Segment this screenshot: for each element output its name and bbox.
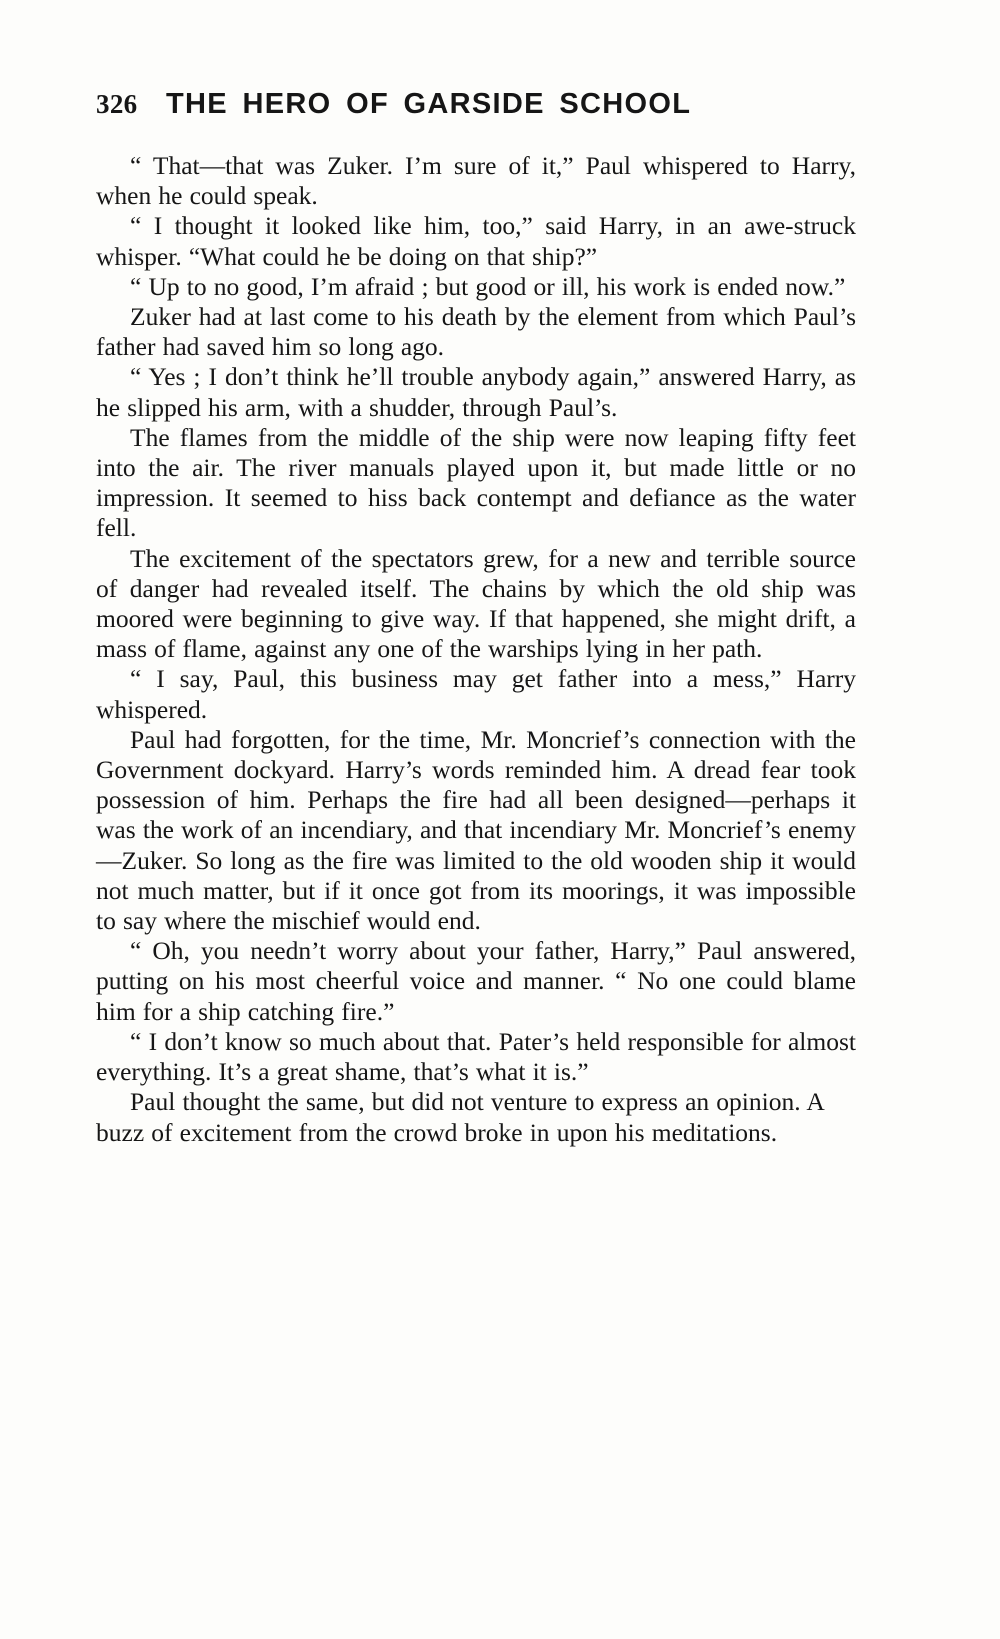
paragraph: “ That—that was Zuker. I’m sure of it,” Paul whispered to Harry, when he could speak. — [96, 151, 856, 211]
paragraph: The excitement of the spectators grew, for a new and terrible source of danger had revealed itself. The chains by which the old ship was moored were beginning to give way. If that happened, she might drift, a mass of flame, against any one of the warships lying in her path. — [96, 543, 856, 664]
paragraph: Paul thought the same, but did not venture to express an opinion. A buzz of excitement from the crowd broke in upon his meditations. — [96, 1087, 824, 1147]
running-head — [96, 88, 856, 121]
paragraph: “ I don’t know so much about that. Pater’s held responsible for almost everything. It’s a great shame, that’s what it is.” — [96, 1026, 856, 1087]
paragraph: “ I thought it looked like him, too,” said Harry, in an awe-struck whisper. “What could he be doing on that ship?” — [96, 211, 856, 271]
running-title: THE HERO OF GARSIDE SCHOOL — [166, 88, 692, 120]
paragraph: “ Oh, you needn’t worry about your father, Harry,” Paul answered, putting on his most cheerful voice and manner. “ No one could blame him for a ship catching fire.” — [96, 936, 856, 1026]
paragraph: Zuker had at last come to his death by the element from which Paul’s father had saved him so long ago. — [96, 302, 856, 362]
paragraph: “ I say, Paul, this business may get father into a mess,” Harry whispered. — [96, 664, 856, 724]
paragraph: The flames from the middle of the ship were now leaping fifty feet into the air. The river manuals played upon it, but made little or no impression. It seemed to hiss back contempt and defiance as the water fell. — [96, 422, 856, 543]
paragraph: “ Yes ; I don’t think he’ll trouble anybody again,” answered Harry, as he slipped his arm, with a shudder, through Paul’s. — [96, 362, 856, 422]
paragraph: Paul had forgotten, for the time, Mr. Moncrief’s connection with the Government dockyard. Harry’s words reminded him. A dread fear took possession of him. Perhaps the fire had all been designed—perhaps it was the work of an incendiary, and that incendiary Mr. Moncrief’s enemy—Zuker. So long as the fire was limited to the old wooden ship it would not much matter, but if it once got from its moorings, it was impossible to say where the mischief would end. — [96, 724, 856, 936]
body-text — [96, 151, 856, 1148]
page-content — [96, 88, 856, 1148]
paragraph: “ Up to no good, I’m afraid ; but good or ill, his work is ended now.” — [130, 271, 846, 301]
page-number: 326 — [96, 89, 138, 119]
